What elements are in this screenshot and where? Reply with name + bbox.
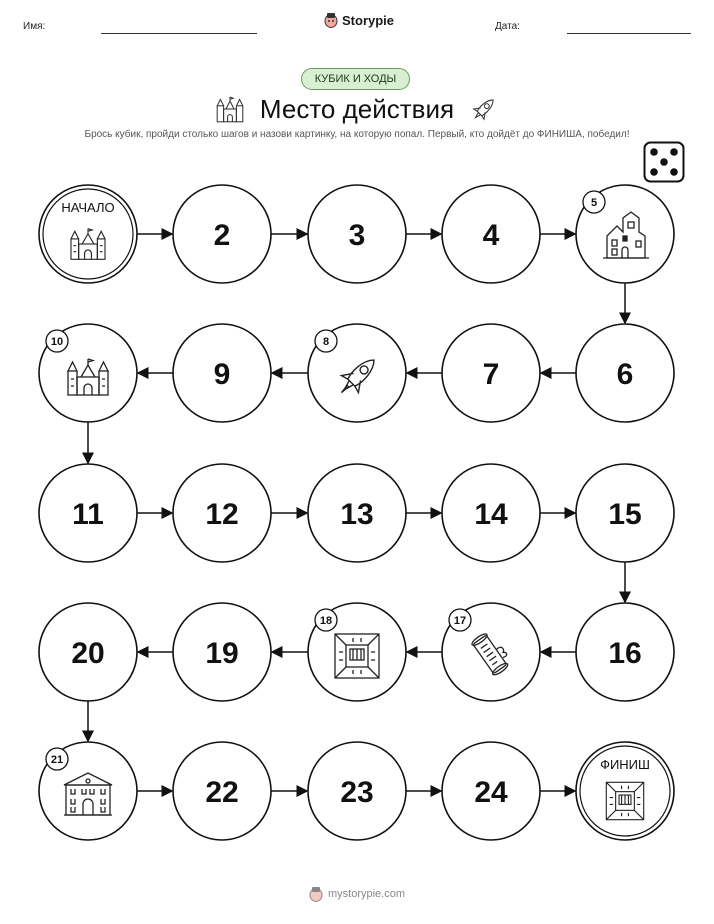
page-title: Место действия [259,93,455,124]
cell-number: 19 [205,637,239,670]
cell-number: 24 [474,776,508,809]
board-cell-11[interactable] [39,464,137,562]
name-label: Имя: [23,21,46,32]
board-cell-2[interactable] [173,185,271,283]
board-cell-16[interactable] [576,603,674,701]
cell-number: 3 [348,219,366,252]
cell-badge-number: 5 [590,197,598,209]
cell-number: 2 [213,219,231,252]
board-cell-22[interactable] [173,742,271,840]
board-cell-15[interactable] [576,464,674,562]
cell-number: 4 [482,219,500,252]
board-cell-4[interactable] [442,185,540,283]
board-cell-6[interactable] [576,324,674,422]
cell-badge-number: 10 [50,336,64,348]
board-cell-5[interactable] [576,185,674,283]
storypie-mascot-icon [309,886,323,902]
cell-number: 15 [608,498,642,531]
board-cell-17[interactable] [442,603,540,701]
board-cell-14[interactable] [442,464,540,562]
date-label: Дата: [495,21,520,32]
board-cell-25[interactable] [576,742,674,840]
board-cell-12[interactable] [173,464,271,562]
cell-badge-number: 21 [50,754,64,766]
board-cell-1[interactable] [39,185,137,283]
cell-number: 20 [71,637,105,670]
board-cell-7[interactable] [442,324,540,422]
cell-number: 16 [608,637,642,670]
cell-number: 6 [616,358,634,391]
cell-badge-number: 18 [319,615,333,627]
cell-number: 11 [72,498,104,531]
instructions: Брось кубик, пройди столько шагов и назови картинку, на которую попал. Первый, кто дойдёт до ФИНИША, победил! [84,129,630,140]
finish-label: ФИНИШ [600,757,650,772]
cell-number: 22 [205,776,239,809]
board-cell-3[interactable] [308,185,406,283]
board-cell-18[interactable] [308,603,406,701]
cell-badge-number: 17 [453,615,467,627]
start-label: НАЧАЛО [61,200,115,215]
board-cell-23[interactable] [308,742,406,840]
board-cell-24[interactable] [442,742,540,840]
cell-number: 9 [213,358,231,391]
board-cell-13[interactable] [308,464,406,562]
cell-number: 13 [340,498,374,531]
board-cell-9[interactable] [173,324,271,422]
board-cell-8[interactable] [308,324,406,422]
footer [0,886,714,902]
board-cell-19[interactable] [173,603,271,701]
footer-url[interactable]: mystorypie.com [327,888,406,900]
cell-number: 14 [474,498,508,531]
board-cell-21[interactable] [39,742,137,840]
board-cell-10[interactable] [39,324,137,422]
game-type-badge: КУБИК И ХОДЫ [301,68,410,90]
brand-name: Storypie [342,12,395,28]
cell-number: 12 [205,498,239,531]
cell-badge-number: 8 [322,336,330,348]
board-cell-20[interactable] [39,603,137,701]
cell-number: 7 [482,358,500,391]
cell-number: 23 [340,776,374,809]
